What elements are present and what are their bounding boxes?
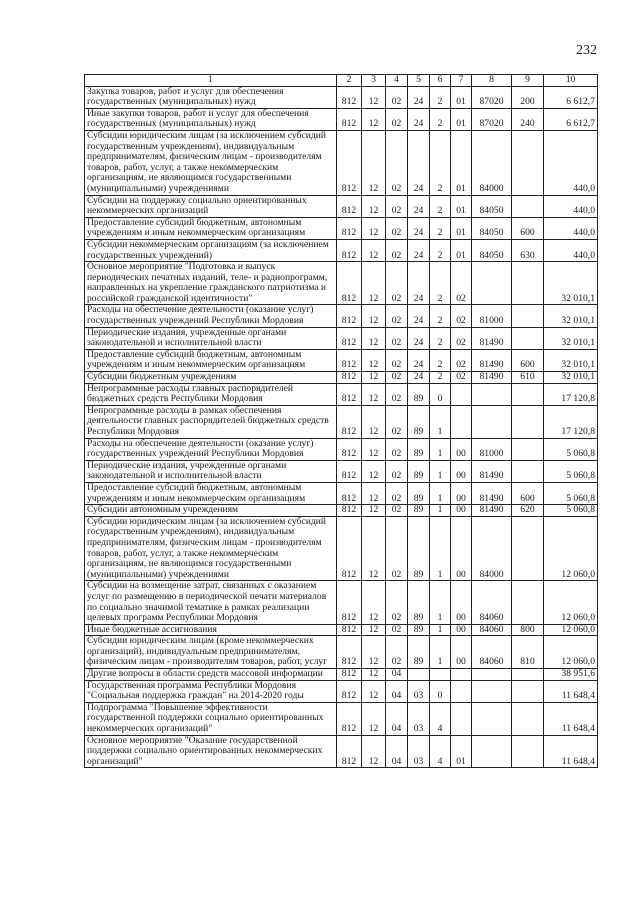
row-amount: 6 612,7 <box>544 108 598 130</box>
row-code-4: 02 <box>386 624 408 636</box>
row-description: Предоставление субсидий бюджетным, автономным учреждениям и иным некоммерческим организациям <box>85 482 337 504</box>
row-code-6: 2 <box>430 108 451 130</box>
table-row <box>85 327 598 349</box>
row-code-5: 03 <box>408 680 430 702</box>
row-amount: 12 060,0 <box>544 516 598 581</box>
row-code-5: 89 <box>408 482 430 504</box>
row-code-5 <box>408 669 430 681</box>
row-code-9: 800 <box>512 624 544 636</box>
column-header: 4 <box>386 75 408 87</box>
row-amount: 32 010,1 <box>544 262 598 305</box>
row-code-3: 12 <box>362 327 386 349</box>
row-amount: 440,0 <box>544 217 598 239</box>
row-code-9 <box>512 327 544 349</box>
row-description: Субсидии на возмещение затрат, связанных с оказанием услуг по размещению в периодической печати материалов по социально значимой тематике в рамках реализации целевых программ Республики Мордовия <box>85 581 337 624</box>
row-code-9 <box>512 405 544 438</box>
row-code-2: 812 <box>337 581 362 624</box>
row-code-7: 01 <box>451 239 472 261</box>
table-row <box>85 482 598 504</box>
row-code-4: 04 <box>386 669 408 681</box>
row-amount: 5 060,8 <box>544 460 598 482</box>
row-code-5: 24 <box>408 262 430 305</box>
column-header: 9 <box>512 75 544 87</box>
row-code-4: 02 <box>386 327 408 349</box>
row-code-8: 84050 <box>472 239 512 261</box>
row-code-3: 12 <box>362 624 386 636</box>
column-header: 7 <box>451 75 472 87</box>
row-amount: 6 612,7 <box>544 86 598 108</box>
row-code-4: 04 <box>386 680 408 702</box>
row-code-2: 812 <box>337 108 362 130</box>
row-code-9: 200 <box>512 86 544 108</box>
table-row <box>85 86 598 108</box>
table-row <box>85 669 598 681</box>
row-code-4: 02 <box>386 108 408 130</box>
row-code-2: 812 <box>337 460 362 482</box>
row-description: Иные закупки товаров, работ и услуг для обеспечения государственных (муниципальных) нужд <box>85 108 337 130</box>
row-code-6: 1 <box>430 482 451 504</box>
row-description: Подпрограмма "Повышение эффективности государственной поддержки социально ориентированных некоммерческих организаций" <box>85 702 337 735</box>
row-code-5: 03 <box>408 702 430 735</box>
row-description: Периодические издания, учрежденные органами законодательной и исполнительной власти <box>85 327 337 349</box>
row-code-3: 12 <box>362 108 386 130</box>
row-code-5: 03 <box>408 735 430 768</box>
row-code-7: 00 <box>451 438 472 460</box>
row-code-2: 812 <box>337 86 362 108</box>
row-code-8: 81490 <box>472 327 512 349</box>
row-code-5: 24 <box>408 372 430 384</box>
row-code-5: 24 <box>408 349 430 371</box>
table-header-row <box>85 75 598 87</box>
row-code-3: 12 <box>362 460 386 482</box>
row-code-6: 1 <box>430 624 451 636</box>
row-code-6: 4 <box>430 702 451 735</box>
row-code-3: 12 <box>362 702 386 735</box>
row-amount: 17 120,8 <box>544 383 598 405</box>
row-code-5: 89 <box>408 581 430 624</box>
row-code-4: 02 <box>386 372 408 384</box>
row-code-8 <box>472 669 512 681</box>
row-code-6: 2 <box>430 372 451 384</box>
row-code-2: 812 <box>337 702 362 735</box>
row-amount: 38 951,6 <box>544 669 598 681</box>
row-code-7: 02 <box>451 372 472 384</box>
row-code-7: 00 <box>451 516 472 581</box>
row-amount: 32 010,1 <box>544 372 598 384</box>
row-code-8 <box>472 405 512 438</box>
row-code-9 <box>512 460 544 482</box>
table-row <box>85 130 598 195</box>
row-code-6: 2 <box>430 305 451 327</box>
row-amount: 11 648,4 <box>544 680 598 702</box>
row-code-9 <box>512 516 544 581</box>
row-code-7: 01 <box>451 86 472 108</box>
row-code-6: 2 <box>430 195 451 217</box>
row-code-9: 620 <box>512 505 544 517</box>
row-code-2: 812 <box>337 624 362 636</box>
row-code-4: 02 <box>386 581 408 624</box>
table-row <box>85 735 598 768</box>
row-code-7: 00 <box>451 624 472 636</box>
row-code-4: 02 <box>386 217 408 239</box>
row-code-4: 02 <box>386 482 408 504</box>
row-code-5: 24 <box>408 239 430 261</box>
row-code-5: 89 <box>408 438 430 460</box>
table-row <box>85 372 598 384</box>
row-code-2: 812 <box>337 262 362 305</box>
row-amount: 5 060,8 <box>544 482 598 504</box>
row-code-4: 02 <box>386 262 408 305</box>
row-code-6: 2 <box>430 262 451 305</box>
row-code-8: 84050 <box>472 195 512 217</box>
row-amount: 32 010,1 <box>544 305 598 327</box>
column-header: 2 <box>337 75 362 87</box>
row-code-5: 89 <box>408 383 430 405</box>
table-row <box>85 239 598 261</box>
row-code-4: 02 <box>386 239 408 261</box>
row-code-6: 2 <box>430 239 451 261</box>
row-code-6: 1 <box>430 405 451 438</box>
row-description: Периодические издания, учрежденные органами законодательной и исполнительной власти <box>85 460 337 482</box>
table-row <box>85 305 598 327</box>
row-amount: 12 060,0 <box>544 636 598 669</box>
row-code-8: 87020 <box>472 108 512 130</box>
row-code-6: 2 <box>430 86 451 108</box>
table-row <box>85 438 598 460</box>
row-code-3: 12 <box>362 217 386 239</box>
row-code-5: 24 <box>408 327 430 349</box>
row-code-5: 24 <box>408 305 430 327</box>
row-code-8 <box>472 702 512 735</box>
column-header: 1 <box>85 75 337 87</box>
row-description: Субсидии бюджетным учреждениям <box>85 372 337 384</box>
row-code-5: 24 <box>408 195 430 217</box>
row-code-9: 600 <box>512 349 544 371</box>
row-code-9 <box>512 735 544 768</box>
row-code-2: 812 <box>337 405 362 438</box>
row-code-3: 12 <box>362 438 386 460</box>
row-description: Предоставление субсидий бюджетным, автономным учреждениям и иным некоммерческим организациям <box>85 217 337 239</box>
row-code-5: 89 <box>408 460 430 482</box>
row-code-3: 12 <box>362 636 386 669</box>
row-code-2: 812 <box>337 372 362 384</box>
row-code-4: 02 <box>386 516 408 581</box>
row-code-3: 12 <box>362 680 386 702</box>
row-code-5: 89 <box>408 624 430 636</box>
table-row <box>85 636 598 669</box>
row-code-7: 00 <box>451 482 472 504</box>
row-description: Субсидии некоммерческим организациям (за исключением государственных учреждений) <box>85 239 337 261</box>
row-code-6: 1 <box>430 581 451 624</box>
row-code-9 <box>512 262 544 305</box>
row-code-2: 812 <box>337 636 362 669</box>
row-code-2: 812 <box>337 195 362 217</box>
row-code-2: 812 <box>337 305 362 327</box>
row-code-6: 2 <box>430 130 451 195</box>
row-code-8: 84000 <box>472 516 512 581</box>
row-code-5: 89 <box>408 505 430 517</box>
row-description: Непрограммные расходы главных распорядителей бюджетных средств Республики Мордовия <box>85 383 337 405</box>
row-amount: 12 060,0 <box>544 624 598 636</box>
row-amount: 5 060,8 <box>544 438 598 460</box>
row-code-3: 12 <box>362 735 386 768</box>
row-description: Непрограммные расходы в рамках обеспечения деятельности главных распорядителей бюджетных средств Республики Мордовия <box>85 405 337 438</box>
row-amount: 440,0 <box>544 130 598 195</box>
row-description: Субсидии автономным учреждениям <box>85 505 337 517</box>
row-code-7 <box>451 405 472 438</box>
table-row <box>85 702 598 735</box>
column-header: 6 <box>430 75 451 87</box>
row-code-9: 240 <box>512 108 544 130</box>
row-code-5: 24 <box>408 130 430 195</box>
row-code-4: 02 <box>386 438 408 460</box>
row-code-9: 600 <box>512 217 544 239</box>
row-code-7: 00 <box>451 636 472 669</box>
row-code-7: 01 <box>451 735 472 768</box>
row-code-3: 12 <box>362 516 386 581</box>
row-code-8 <box>472 735 512 768</box>
row-code-8: 84060 <box>472 636 512 669</box>
row-description: Субсидии на поддержку социально ориентированных некоммерческих организаций <box>85 195 337 217</box>
row-code-3: 12 <box>362 405 386 438</box>
row-code-4: 04 <box>386 702 408 735</box>
row-description: Основное мероприятие "Подготовка и выпуск периодических печатных изданий, теле- и радиопрограмм, направленных на укрепление гражданского патриотизма и российской гражданской идентичности" <box>85 262 337 305</box>
row-code-7: 01 <box>451 217 472 239</box>
row-code-8 <box>472 383 512 405</box>
row-amount: 32 010,1 <box>544 327 598 349</box>
row-code-2: 812 <box>337 327 362 349</box>
row-code-9: 810 <box>512 636 544 669</box>
table-row <box>85 581 598 624</box>
row-code-9 <box>512 680 544 702</box>
row-description: Предоставление субсидий бюджетным, автономным учреждениям и иным некоммерческим организациям <box>85 349 337 371</box>
row-code-7 <box>451 702 472 735</box>
row-code-5: 89 <box>408 405 430 438</box>
row-code-9: 610 <box>512 372 544 384</box>
row-code-3: 12 <box>362 86 386 108</box>
row-code-6: 1 <box>430 636 451 669</box>
row-amount: 11 648,4 <box>544 702 598 735</box>
row-code-6: 2 <box>430 349 451 371</box>
row-code-6: 2 <box>430 217 451 239</box>
row-code-9 <box>512 669 544 681</box>
row-code-2: 812 <box>337 680 362 702</box>
row-code-8 <box>472 262 512 305</box>
row-code-9 <box>512 383 544 405</box>
row-code-8: 81490 <box>472 349 512 371</box>
row-code-3: 12 <box>362 505 386 517</box>
row-code-3: 12 <box>362 383 386 405</box>
row-code-8: 84060 <box>472 624 512 636</box>
row-code-2: 812 <box>337 239 362 261</box>
row-code-3: 12 <box>362 262 386 305</box>
row-code-2: 812 <box>337 438 362 460</box>
row-code-4: 02 <box>386 86 408 108</box>
row-code-9: 630 <box>512 239 544 261</box>
table-row <box>85 516 598 581</box>
page-number: 232 <box>576 43 597 58</box>
row-code-6: 4 <box>430 735 451 768</box>
row-code-4: 02 <box>386 305 408 327</box>
table-row <box>85 505 598 517</box>
row-amount: 440,0 <box>544 239 598 261</box>
row-code-4: 02 <box>386 349 408 371</box>
row-description: Расходы на обеспечение деятельности (оказание услуг) государственных учреждений Республики Мордовия <box>85 305 337 327</box>
row-amount: 32 010,1 <box>544 349 598 371</box>
column-header: 10 <box>544 75 598 87</box>
row-code-4: 02 <box>386 130 408 195</box>
row-code-5: 24 <box>408 217 430 239</box>
row-code-2: 812 <box>337 516 362 581</box>
row-code-3: 12 <box>362 669 386 681</box>
row-code-6: 1 <box>430 505 451 517</box>
table-row <box>85 195 598 217</box>
row-code-3: 12 <box>362 372 386 384</box>
row-code-5: 24 <box>408 86 430 108</box>
table-row <box>85 217 598 239</box>
row-code-3: 12 <box>362 305 386 327</box>
row-code-7: 02 <box>451 327 472 349</box>
row-code-6: 0 <box>430 383 451 405</box>
row-code-2: 812 <box>337 735 362 768</box>
row-amount: 11 648,4 <box>544 735 598 768</box>
row-description: Закупка товаров, работ и услуг для обеспечения государственных (муниципальных) нужд <box>85 86 337 108</box>
row-code-7: 02 <box>451 305 472 327</box>
row-description: Основное мероприятие "Оказание государственной поддержки социально ориентированных некоммерческих организаций" <box>85 735 337 768</box>
table-row <box>85 624 598 636</box>
row-code-5: 89 <box>408 636 430 669</box>
row-code-8: 87020 <box>472 86 512 108</box>
row-amount: 440,0 <box>544 195 598 217</box>
row-description: Расходы на обеспечение деятельности (оказание услуг) государственных учреждений Республики Мордовия <box>85 438 337 460</box>
row-code-3: 12 <box>362 195 386 217</box>
row-code-4: 02 <box>386 383 408 405</box>
row-description: Субсидии юридическим лицам (за исключением субсидий государственным учреждениям), индивидуальным предпринимателям, физическим лицам - производителям товаров, работ, услуг, а также некоммерческим организациям, не являющимся государственными (муниципальными) учреждениями <box>85 130 337 195</box>
row-description: Субсидии юридическим лицам (за исключением субсидий государственным учреждениям), индивидуальным предпринимателям, физическим лицам - производителям товаров, работ, услуг, а также некоммерческим организациям, не являющимся государственными (муниципальными) учреждениями <box>85 516 337 581</box>
row-code-8 <box>472 680 512 702</box>
table-row <box>85 108 598 130</box>
row-code-4: 02 <box>386 195 408 217</box>
row-code-4: 02 <box>386 636 408 669</box>
row-code-8: 81490 <box>472 372 512 384</box>
row-code-2: 812 <box>337 482 362 504</box>
row-code-7: 01 <box>451 195 472 217</box>
row-code-6: 0 <box>430 680 451 702</box>
row-description: Государственная программа Республики Мордовия "Социальная поддержка граждан" на 2014-2020 годы <box>85 680 337 702</box>
row-code-7: 00 <box>451 581 472 624</box>
row-code-3: 12 <box>362 239 386 261</box>
row-code-4: 02 <box>386 460 408 482</box>
row-code-2: 812 <box>337 217 362 239</box>
row-code-6: 2 <box>430 327 451 349</box>
row-amount: 12 060,0 <box>544 581 598 624</box>
row-description: Иные бюджетные ассигнования <box>85 624 337 636</box>
row-code-8: 81490 <box>472 460 512 482</box>
row-code-7: 01 <box>451 108 472 130</box>
row-code-8: 84000 <box>472 130 512 195</box>
row-code-6 <box>430 669 451 681</box>
row-code-7: 00 <box>451 505 472 517</box>
row-code-7 <box>451 383 472 405</box>
row-code-7: 02 <box>451 262 472 305</box>
budget-table <box>84 74 598 768</box>
row-code-2: 812 <box>337 383 362 405</box>
column-header: 3 <box>362 75 386 87</box>
row-code-3: 12 <box>362 130 386 195</box>
row-code-6: 1 <box>430 516 451 581</box>
row-description: Субсидии юридическим лицам (кроме некоммерческих организаций), индивидуальным предпринимателям, физическим лицам - производителям товаров, работ, услуг <box>85 636 337 669</box>
column-header: 5 <box>408 75 430 87</box>
row-code-7: 00 <box>451 460 472 482</box>
row-code-9 <box>512 702 544 735</box>
row-code-8: 81490 <box>472 482 512 504</box>
row-code-9 <box>512 305 544 327</box>
row-description: Другие вопросы в области средств массовой информации <box>85 669 337 681</box>
row-code-7 <box>451 669 472 681</box>
row-code-8: 81000 <box>472 438 512 460</box>
row-code-7 <box>451 680 472 702</box>
row-code-8: 84050 <box>472 217 512 239</box>
row-code-2: 812 <box>337 505 362 517</box>
table-row <box>85 680 598 702</box>
row-code-7: 01 <box>451 130 472 195</box>
row-code-5: 24 <box>408 108 430 130</box>
row-code-3: 12 <box>362 581 386 624</box>
row-code-6: 1 <box>430 438 451 460</box>
row-code-9 <box>512 195 544 217</box>
row-code-4: 02 <box>386 505 408 517</box>
table-row <box>85 262 598 305</box>
table-row <box>85 405 598 438</box>
row-code-3: 12 <box>362 349 386 371</box>
row-code-8: 81000 <box>472 305 512 327</box>
row-amount: 5 060,8 <box>544 505 598 517</box>
row-code-9 <box>512 130 544 195</box>
row-code-2: 812 <box>337 130 362 195</box>
table-row <box>85 460 598 482</box>
table-row <box>85 349 598 371</box>
table-row <box>85 383 598 405</box>
row-amount: 17 120,8 <box>544 405 598 438</box>
row-code-8: 84060 <box>472 581 512 624</box>
row-code-7: 02 <box>451 349 472 371</box>
row-code-9: 600 <box>512 482 544 504</box>
row-code-3: 12 <box>362 482 386 504</box>
row-code-2: 812 <box>337 349 362 371</box>
row-code-2: 812 <box>337 669 362 681</box>
row-code-5: 89 <box>408 516 430 581</box>
row-code-6: 1 <box>430 460 451 482</box>
row-code-4: 02 <box>386 405 408 438</box>
row-code-9 <box>512 438 544 460</box>
row-code-8: 81490 <box>472 505 512 517</box>
column-header: 8 <box>472 75 512 87</box>
row-code-4: 04 <box>386 735 408 768</box>
row-code-9 <box>512 581 544 624</box>
